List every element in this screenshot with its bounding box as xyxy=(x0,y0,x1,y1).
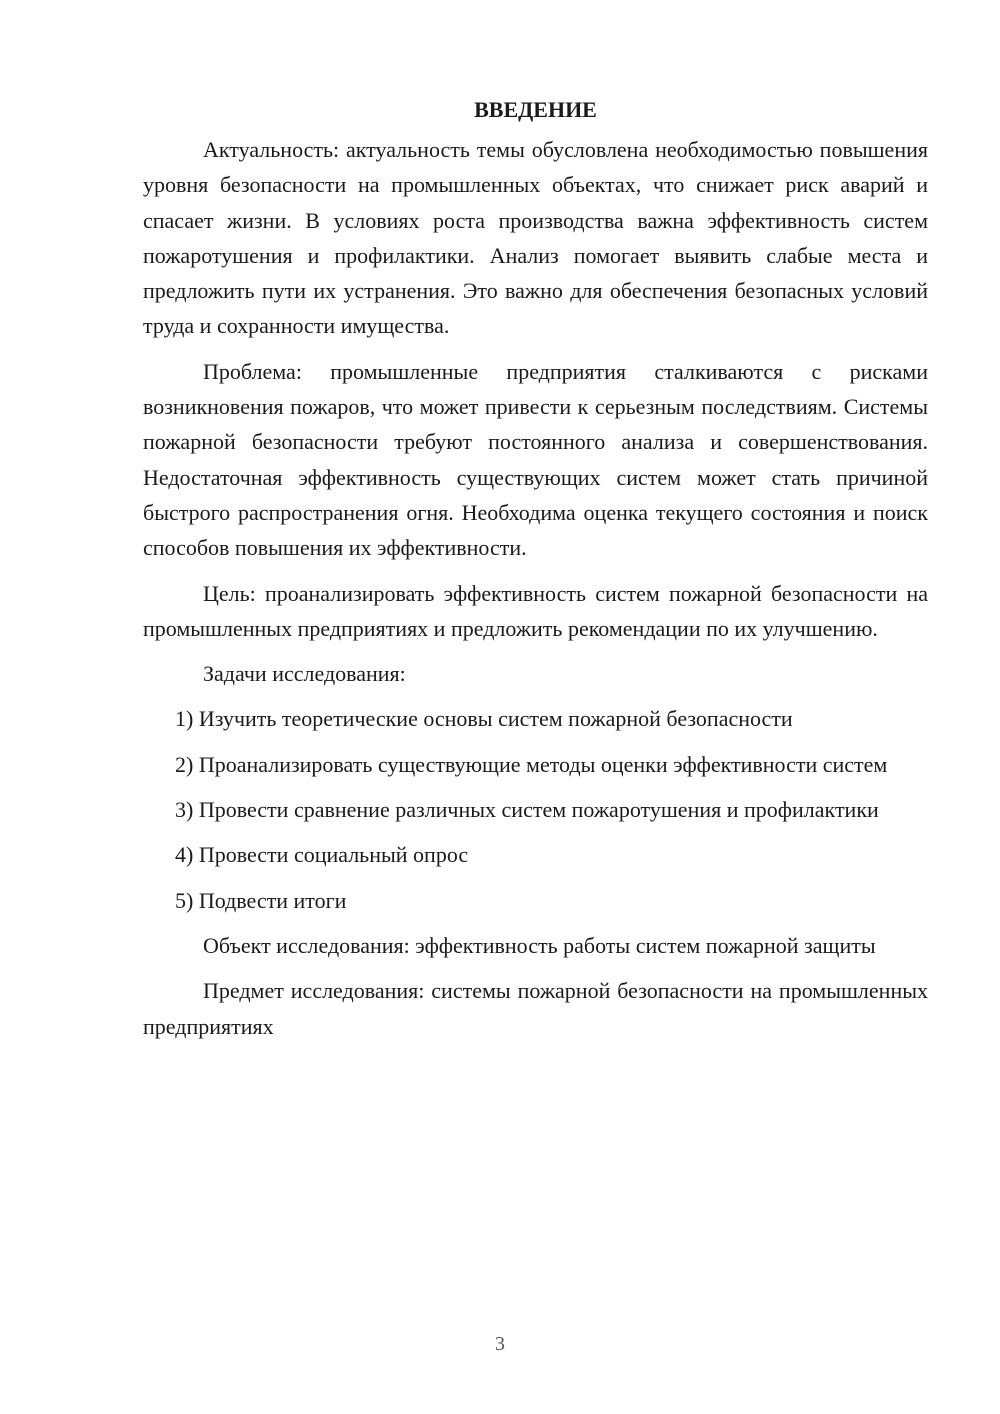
task-item-1: 1) Изучить теоретические основы систем пожарной безопасности xyxy=(175,706,793,732)
task-item-2: 2) Проанализировать существующие методы оценки эффективности систем xyxy=(175,751,888,777)
task-item-4: 4) Провести социальный опрос xyxy=(175,842,469,868)
tasks-heading: Задачи исследования: xyxy=(203,661,406,687)
page-number: 3 xyxy=(495,1333,505,1355)
paragraph-subject: Предмет исследования: системы пожарной безопасности на промышленных предприятиях xyxy=(143,978,928,1039)
paragraph-problem: Проблема: промышленные предприятия сталкиваются с рисками возникновения пожаров, что может привести к серьезным последствиям. Системы пожарной безопасности требуют постоянного анализа и совершенствования. Недостаточная эффективность существующих систем может стать причиной быстрого распространения огня. Необходима оценка текущего состояния и поиск способов повышения их эффективности. xyxy=(143,358,928,561)
task-item-5: 5) Подвести итоги xyxy=(175,887,347,913)
task-item-3: 3) Провести сравнение различных систем пожаротушения и профилактики xyxy=(175,797,879,823)
paragraph-relevance: Актуальность: актуальность темы обусловлена необходимостью повышения уровня безопасности на промышленных объектах, что снижает риск аварий и спасает жизни. В условиях роста производства важна эффективность систем пожаротушения и профилактики. Анализ помогает выявить слабые места и предложить пути их устранения. Это важно для обеспечения безопасных условий труда и сохранности имущества. xyxy=(143,137,928,339)
paragraph-goal: Цель: проанализировать эффективность систем пожарной безопасности на промышленных предприятиях и предложить рекомендации по их улучшению. xyxy=(143,580,928,641)
paragraph-object: Объект исследования: эффективность работы систем пожарной защиты xyxy=(203,932,876,958)
document-page xyxy=(143,94,928,1044)
section-title: ВВЕДЕНИЕ xyxy=(474,97,597,122)
